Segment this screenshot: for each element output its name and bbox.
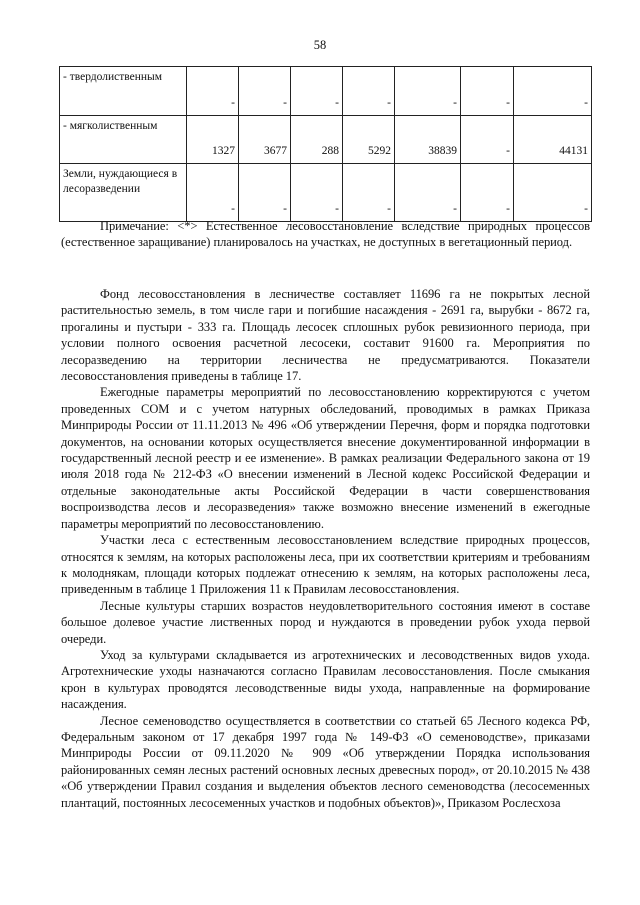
paragraph: Фонд лесовосстановления в лесничестве составляет 11696 га не покрытых лесной растительностью земель, в том числе гари и погибшие насаждения - 2691 га, вырубки - 8672 га, прогалины и пустыри - 333 га. Площадь лесосек сплошных рубок ревизионного периода, при условии полного освоения расчетной лесосеки, составит 91600 га. Мероприятия по лесоразведению на территории лесничества не предусматриваются. Показатели лесовосстановления приведены в таблице 17. bbox=[61, 287, 590, 384]
table-cell: 38839 bbox=[395, 116, 461, 164]
paragraph: Ежегодные параметры мероприятий по лесовосстановлению корректируются с учетом проведенных СОМ и с учетом натурных обследований, проводимых в рамках Приказа Минприроды России от 11.11.2013 № 496 «Об утверждении Перечня, форм и порядка подготовки документов, на основании которых осуществляется внесение документированной информации в государственный лесной реестр и ее изменение». В рамках реализации Федерального закона от 19 июля 2018 года № 212-ФЗ «О внесении изменений в Лесной кодекс Российской Федерации и отдельные законодательные акты Российской Федерации в части совершенствования воспроизводства лесов и лесоразведения» также возможно внесение изменений в ежегодные параметры мероприятий по лесовосстановлению. bbox=[61, 385, 590, 531]
table-cell: - bbox=[187, 67, 239, 116]
table-cell: - bbox=[514, 67, 592, 116]
forest-restoration-table bbox=[59, 66, 592, 222]
row-label: - мягколиственным bbox=[60, 116, 187, 164]
table-cell: - bbox=[395, 164, 461, 222]
paragraph: Участки леса с естественным лесовосстановлением вследствие природных процессов, относятся к землям, на которых расположены леса, при их соответствии критериям и требованиям к молоднякам, площади которых подлежат отнесению к землям, на которых расположены леса, приведенным в таблице 1 Приложения 11 к Правилам лесовосстановления. bbox=[61, 533, 590, 597]
table-note bbox=[61, 218, 590, 251]
table-cell: - bbox=[343, 164, 395, 222]
table-cell: 1327 bbox=[187, 116, 239, 164]
table-cell: 3677 bbox=[239, 116, 291, 164]
table-cell: - bbox=[187, 164, 239, 222]
table-cell: - bbox=[239, 164, 291, 222]
table-row bbox=[60, 116, 592, 164]
row-label: Земли, нуждающиеся в лесоразведении bbox=[60, 164, 187, 222]
paragraph: Лесное семеноводство осуществляется в соответствии со статьей 65 Лесного кодекса РФ, Федеральным законом от 17 декабря 1997 года № 149-ФЗ «О семеноводстве», приказами Минприроды России от 09.11.2020 № 909 «Об утверждении Порядка использования районированных семян лесных растений основных лесных древесных пород», от 20.10.2015 № 438 «Об утверждении Правил создания и выделения объектов лесного семеноводства (лесосеменных плантаций, постоянных лесосеменных участков и подобных объектов)», Приказом Рослесхоза bbox=[61, 713, 590, 810]
table-cell: - bbox=[514, 164, 592, 222]
table-cell: - bbox=[461, 67, 514, 116]
table-cell: - bbox=[461, 116, 514, 164]
table-cell: - bbox=[239, 67, 291, 116]
paragraph: Лесные культуры старших возрастов неудовлетворительного состояния имеют в составе большое долевое участие лиственных пород и нуждаются в проведении рубок ухода первой очереди. bbox=[61, 598, 590, 646]
note-text: Примечание: <*> Естественное лесовосстановление вследствие природных процессов (естественное заращивание) планировалось на участках, не доступных в вегетационный период. bbox=[61, 219, 590, 250]
table-cell: - bbox=[343, 67, 395, 116]
table-cell: 44131 bbox=[514, 116, 592, 164]
row-label: - твердолиственным bbox=[60, 67, 187, 116]
table-cell: 5292 bbox=[343, 116, 395, 164]
table-cell: 288 bbox=[291, 116, 343, 164]
table-cell: - bbox=[395, 67, 461, 116]
table-row bbox=[60, 67, 592, 116]
paragraph: Уход за культурами складывается из агротехнических и лесоводственных видов ухода. Агротехнические уходы назначаются согласно Правилам лесовосстановления. После смыкания крон в культурах проводятся лесоводственные виды ухода, направленные на формирование насаждения. bbox=[61, 647, 590, 712]
table-cell: - bbox=[291, 67, 343, 116]
table-row bbox=[60, 164, 592, 222]
table-cell: - bbox=[291, 164, 343, 222]
body-text bbox=[61, 286, 590, 811]
table-cell: - bbox=[461, 164, 514, 222]
page-number: 58 bbox=[313, 38, 327, 52]
